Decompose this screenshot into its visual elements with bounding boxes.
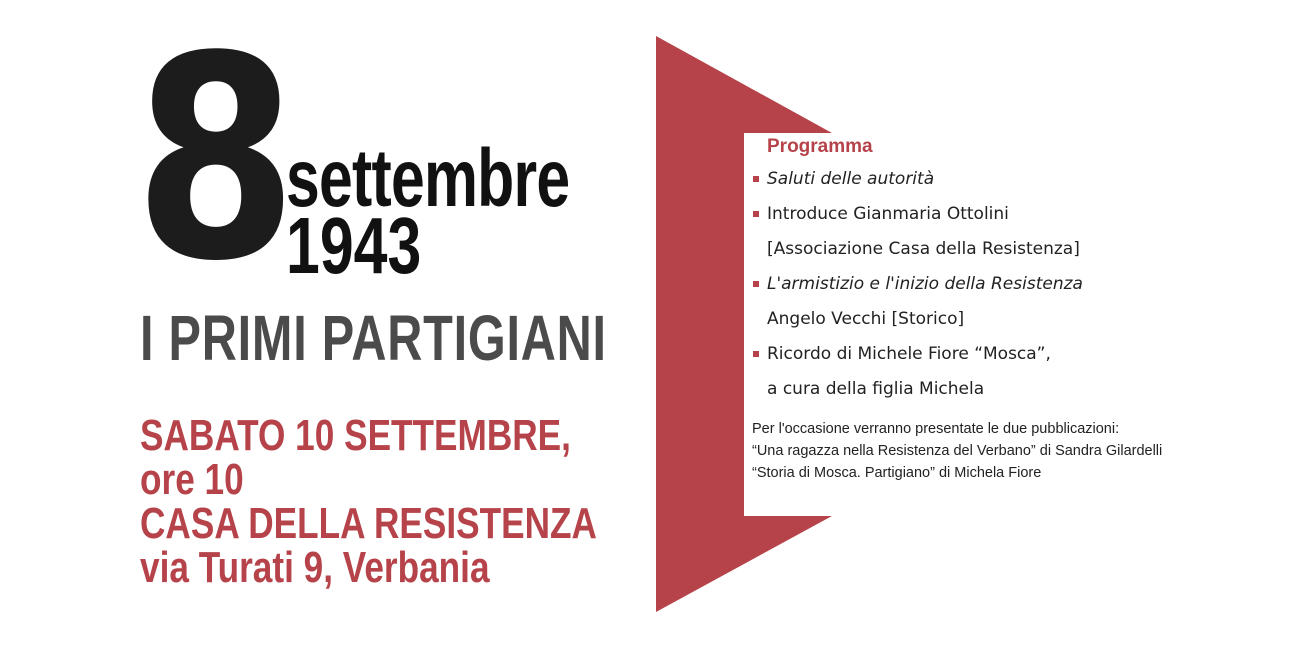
program-item-text: Ricordo di Michele Fiore “Mosca”, [767, 344, 1051, 364]
program-panel [752, 134, 1232, 484]
day-number: 8 [134, 0, 295, 323]
event-venue: CASA DELLA RESISTENZA [140, 499, 597, 548]
program-item-subtext: [Associazione Casa della Resistenza] [767, 239, 1080, 259]
square-bullet-icon [753, 351, 759, 357]
event-address: via Turati 9, Verbania [140, 543, 490, 592]
event-subtitle: I PRIMI PARTIGIANI [140, 302, 607, 374]
publication-book: “Storia di Mosca. Partigiano” di Michela Fiore [752, 465, 1042, 481]
square-bullet-icon [753, 281, 759, 287]
program-item-subtext: Angelo Vecchi [Storico] [767, 309, 965, 329]
event-time: ore 10 [140, 455, 244, 504]
event-date: SABATO 10 SETTEMBRE, [140, 411, 571, 460]
year-title: 1943 [286, 201, 422, 290]
square-bullet-icon [753, 211, 759, 217]
publications-note [752, 418, 1232, 484]
square-bullet-icon [753, 176, 759, 182]
program-item-text: Introduce Gianmaria Ottolini [767, 204, 1009, 224]
program-item [752, 197, 1232, 267]
program-item-text: L'armistizio e l'inizio della Resistenza [767, 274, 1083, 294]
publications-intro: Per l'occasione verranno presentate le due pubblicazioni: [752, 421, 1120, 437]
program-title: Programma [767, 136, 873, 157]
publication-book: “Una ragazza nella Resistenza del Verbano” di Sandra Gilardelli [752, 443, 1163, 459]
program-item [752, 162, 1232, 197]
program-item [752, 267, 1232, 337]
month-title: settembre [286, 133, 570, 224]
program-item-subtext: a cura della figlia Michela [767, 379, 985, 399]
program-item-text: Saluti delle autorità [767, 169, 935, 189]
program-item [752, 337, 1232, 407]
